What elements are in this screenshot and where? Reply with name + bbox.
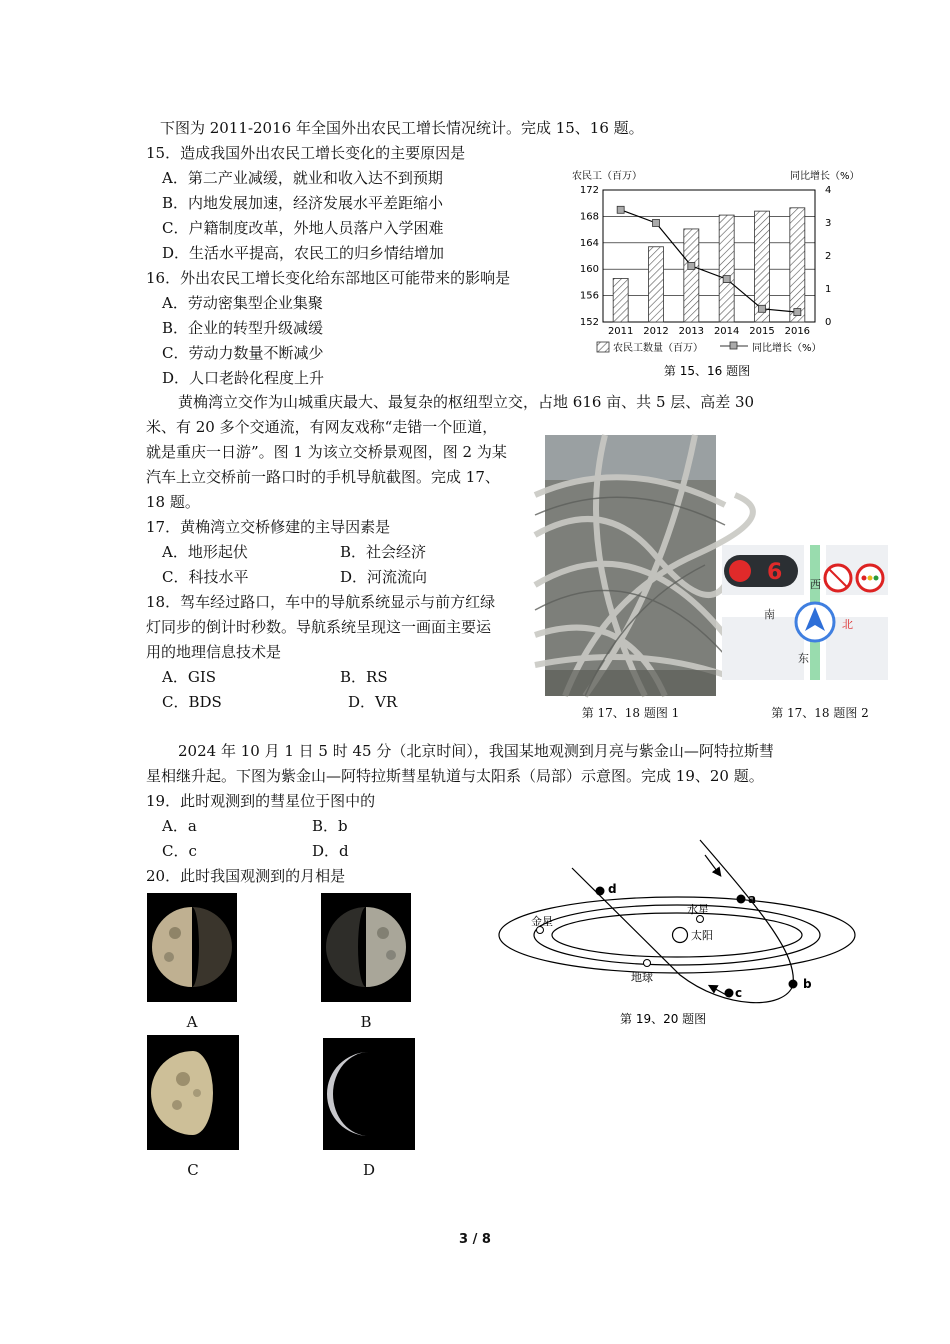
growth-point — [759, 305, 766, 312]
label-b: b — [803, 977, 812, 991]
question-17-option-b: B．社会经济 — [340, 543, 427, 561]
label-a: a — [748, 892, 757, 906]
page-number: 3 / 8 — [459, 1232, 491, 1247]
moon-photo-a — [147, 893, 237, 1002]
label-d: d — [608, 882, 617, 896]
moon-photo-c — [147, 1035, 239, 1150]
y-right-tick-label: 2 — [825, 251, 832, 262]
y-left-tick-label: 160 — [579, 264, 599, 276]
label-sun: 太阳 — [691, 929, 713, 942]
fig1-caption: 第 17、18 题图 1 — [581, 706, 680, 720]
question-16-stem: 16．外出农民工增长变化给东部地区可能带来的影响是 — [146, 269, 511, 287]
comet-point-d — [596, 887, 605, 896]
question-19-option-a: A．a — [162, 817, 197, 835]
nav-west-label: 西 — [810, 578, 821, 591]
chart-plot-frame — [603, 190, 815, 322]
intro-17-18-line1: 黄桷湾立交作为山城重庆最大、最复杂的枢纽型立交，占地 616 亩、共 5 层、高差 30 — [178, 393, 755, 411]
label-earth: 地球 — [631, 971, 653, 984]
growth-point — [794, 309, 801, 316]
y-left-tick-label: 164 — [579, 237, 599, 249]
y-right-tick-label: 3 — [825, 218, 832, 229]
label-venus: 金星 — [531, 915, 553, 928]
comet-orbit-diagram — [495, 835, 865, 1035]
y-left-tick-label: 168 — [579, 211, 599, 223]
intro-17-18-line3: 就是重庆一日游”。图 1 为该立交桥景观图，图 2 为某 — [146, 443, 507, 461]
chart-bar — [684, 229, 699, 322]
question-17-stem: 17．黄桷湾立交桥修建的主导因素是 — [146, 518, 391, 536]
intro-19-20-line1: 2024 年 10 月 1 日 5 时 45 分（北京时间），我国某地观测到月亮与紫金山—阿特拉斯彗 — [178, 742, 774, 760]
question-19-stem: 19．此时观测到的彗星位于图中的 — [146, 792, 376, 810]
question-17-option-a: A．地形起伏 — [162, 543, 248, 561]
moon-label-d: D — [362, 1161, 376, 1179]
comet-orbit — [572, 840, 793, 1003]
chart-bar — [790, 208, 805, 322]
chart-bar — [613, 278, 628, 322]
y-left-tick-label: 156 — [579, 290, 599, 302]
nav-east-label: 东 — [798, 652, 809, 665]
countdown-number: 6 — [767, 560, 783, 585]
x-tick-label: 2014 — [713, 326, 740, 337]
x-tick-label: 2016 — [784, 326, 811, 337]
y-right-tick-label: 1 — [825, 284, 832, 295]
nav-south-label: 南 — [764, 608, 775, 621]
legend-bar-swatch — [597, 342, 609, 352]
question-15-option-d: D．生活水平提高，农民工的归乡情结增加 — [162, 244, 445, 262]
question-18-line3: 用的地理信息技术是 — [146, 643, 282, 661]
question-18-option-d: D．VR — [348, 693, 398, 711]
question-18-line1: 18．驾车经过路口，车中的导航系统显示与前方红绿 — [146, 593, 496, 611]
red-light-icon — [729, 560, 751, 582]
growth-point — [688, 262, 695, 269]
question-16-option-b: B．企业的转型升级减缓 — [162, 319, 324, 337]
mercury-planet — [697, 916, 704, 923]
x-tick-label: 2013 — [678, 326, 705, 337]
question-18-option-b: B．RS — [340, 668, 388, 686]
question-16-option-c: C．劳动力数量不断减少 — [162, 344, 324, 362]
growth-point — [617, 206, 624, 213]
sun — [673, 928, 688, 943]
label-c: c — [735, 986, 743, 1000]
chart-bar — [719, 215, 734, 322]
orbit-caption: 第 19、20 题图 — [620, 1012, 707, 1026]
migrant-worker-chart — [570, 160, 860, 385]
nav-north-label: 北 — [842, 618, 853, 631]
intro-17-18-line5: 18 题。 — [146, 493, 200, 511]
x-tick-label: 2011 — [607, 326, 634, 337]
moon-label-c: C — [187, 1161, 199, 1179]
question-16-option-d: D．人口老龄化程度上升 — [162, 369, 325, 387]
question-15-option-c: C．户籍制度改革，外地人员落户入学困难 — [162, 219, 444, 237]
label-mercury: 水星 — [687, 903, 709, 916]
question-18-option-a: A．GIS — [162, 668, 217, 686]
x-tick-label: 2015 — [749, 326, 775, 337]
interchange-photo — [545, 435, 716, 696]
growth-line — [621, 210, 798, 312]
question-19-option-b: B．b — [312, 817, 348, 835]
question-15-option-b: B．内地发展加速，经济发展水平差距缩小 — [162, 194, 444, 212]
question-19-option-c: C．c — [162, 842, 197, 860]
question-18-option-c: C．BDS — [162, 693, 222, 711]
navigation-screenshot — [722, 545, 888, 680]
legend-line-label: 同比增长（%） — [752, 343, 822, 354]
moon-label-a: A — [186, 1013, 198, 1031]
chart-y-right-label: 同比增长（%） — [790, 171, 860, 182]
question-18-line2: 灯同步的倒计时秒数。导航系统呈现这一画面主要运 — [146, 618, 492, 636]
question-17-option-c: C．科技水平 — [162, 568, 249, 586]
question-17-option-d: D．河流流向 — [340, 568, 428, 586]
growth-point — [723, 276, 730, 283]
chart-caption: 第 15、16 题图 — [663, 364, 751, 378]
legend-bar-label: 农民工数量（百万） — [613, 343, 703, 354]
legend-line-marker — [730, 342, 737, 349]
y-right-tick-label: 0 — [825, 317, 832, 328]
moon-photo-b — [321, 893, 411, 1002]
fig2-caption: 第 17、18 题图 2 — [771, 706, 869, 720]
intro-15-16: 下图为 2011-2016 年全国外出农民工增长情况统计。完成 15、16 题。 — [160, 119, 644, 137]
question-15-option-a: A．第二产业减缓，就业和收入达不到预期 — [162, 169, 443, 187]
moon-label-b: B — [360, 1013, 372, 1031]
chart-y-left-label: 农民工（百万） — [572, 171, 642, 182]
comet-point-c — [725, 989, 734, 998]
question-20-stem: 20．此时我国观测到的月相是 — [146, 867, 346, 885]
comet-point-a — [737, 895, 746, 904]
chart-bar — [649, 247, 664, 322]
y-right-tick-label: 4 — [825, 185, 832, 196]
y-left-tick-label: 152 — [579, 317, 599, 328]
earth-planet — [644, 960, 651, 967]
growth-point — [653, 220, 660, 227]
x-tick-label: 2012 — [643, 326, 669, 337]
intro-19-20-line2: 星相继升起。下图为紫金山—阿特拉斯彗星轨道与太阳系（局部）示意图。完成 19、20 题。 — [146, 767, 764, 785]
intro-17-18-line4: 汽车上立交桥前一路口时的手机导航截图。完成 17、 — [146, 468, 500, 486]
question-16-option-a: A．劳动密集型企业集聚 — [162, 294, 323, 312]
intro-17-18-line2: 米、有 20 多个交通流，有网友戏称“走错一个匝道， — [146, 418, 498, 436]
y-left-tick-label: 172 — [579, 185, 599, 196]
question-15-stem: 15．造成我国外出农民工增长变化的主要原因是 — [146, 144, 466, 162]
moon-photo-d — [323, 1038, 415, 1150]
question-19-option-d: D．d — [312, 842, 349, 860]
comet-point-b — [789, 980, 798, 989]
